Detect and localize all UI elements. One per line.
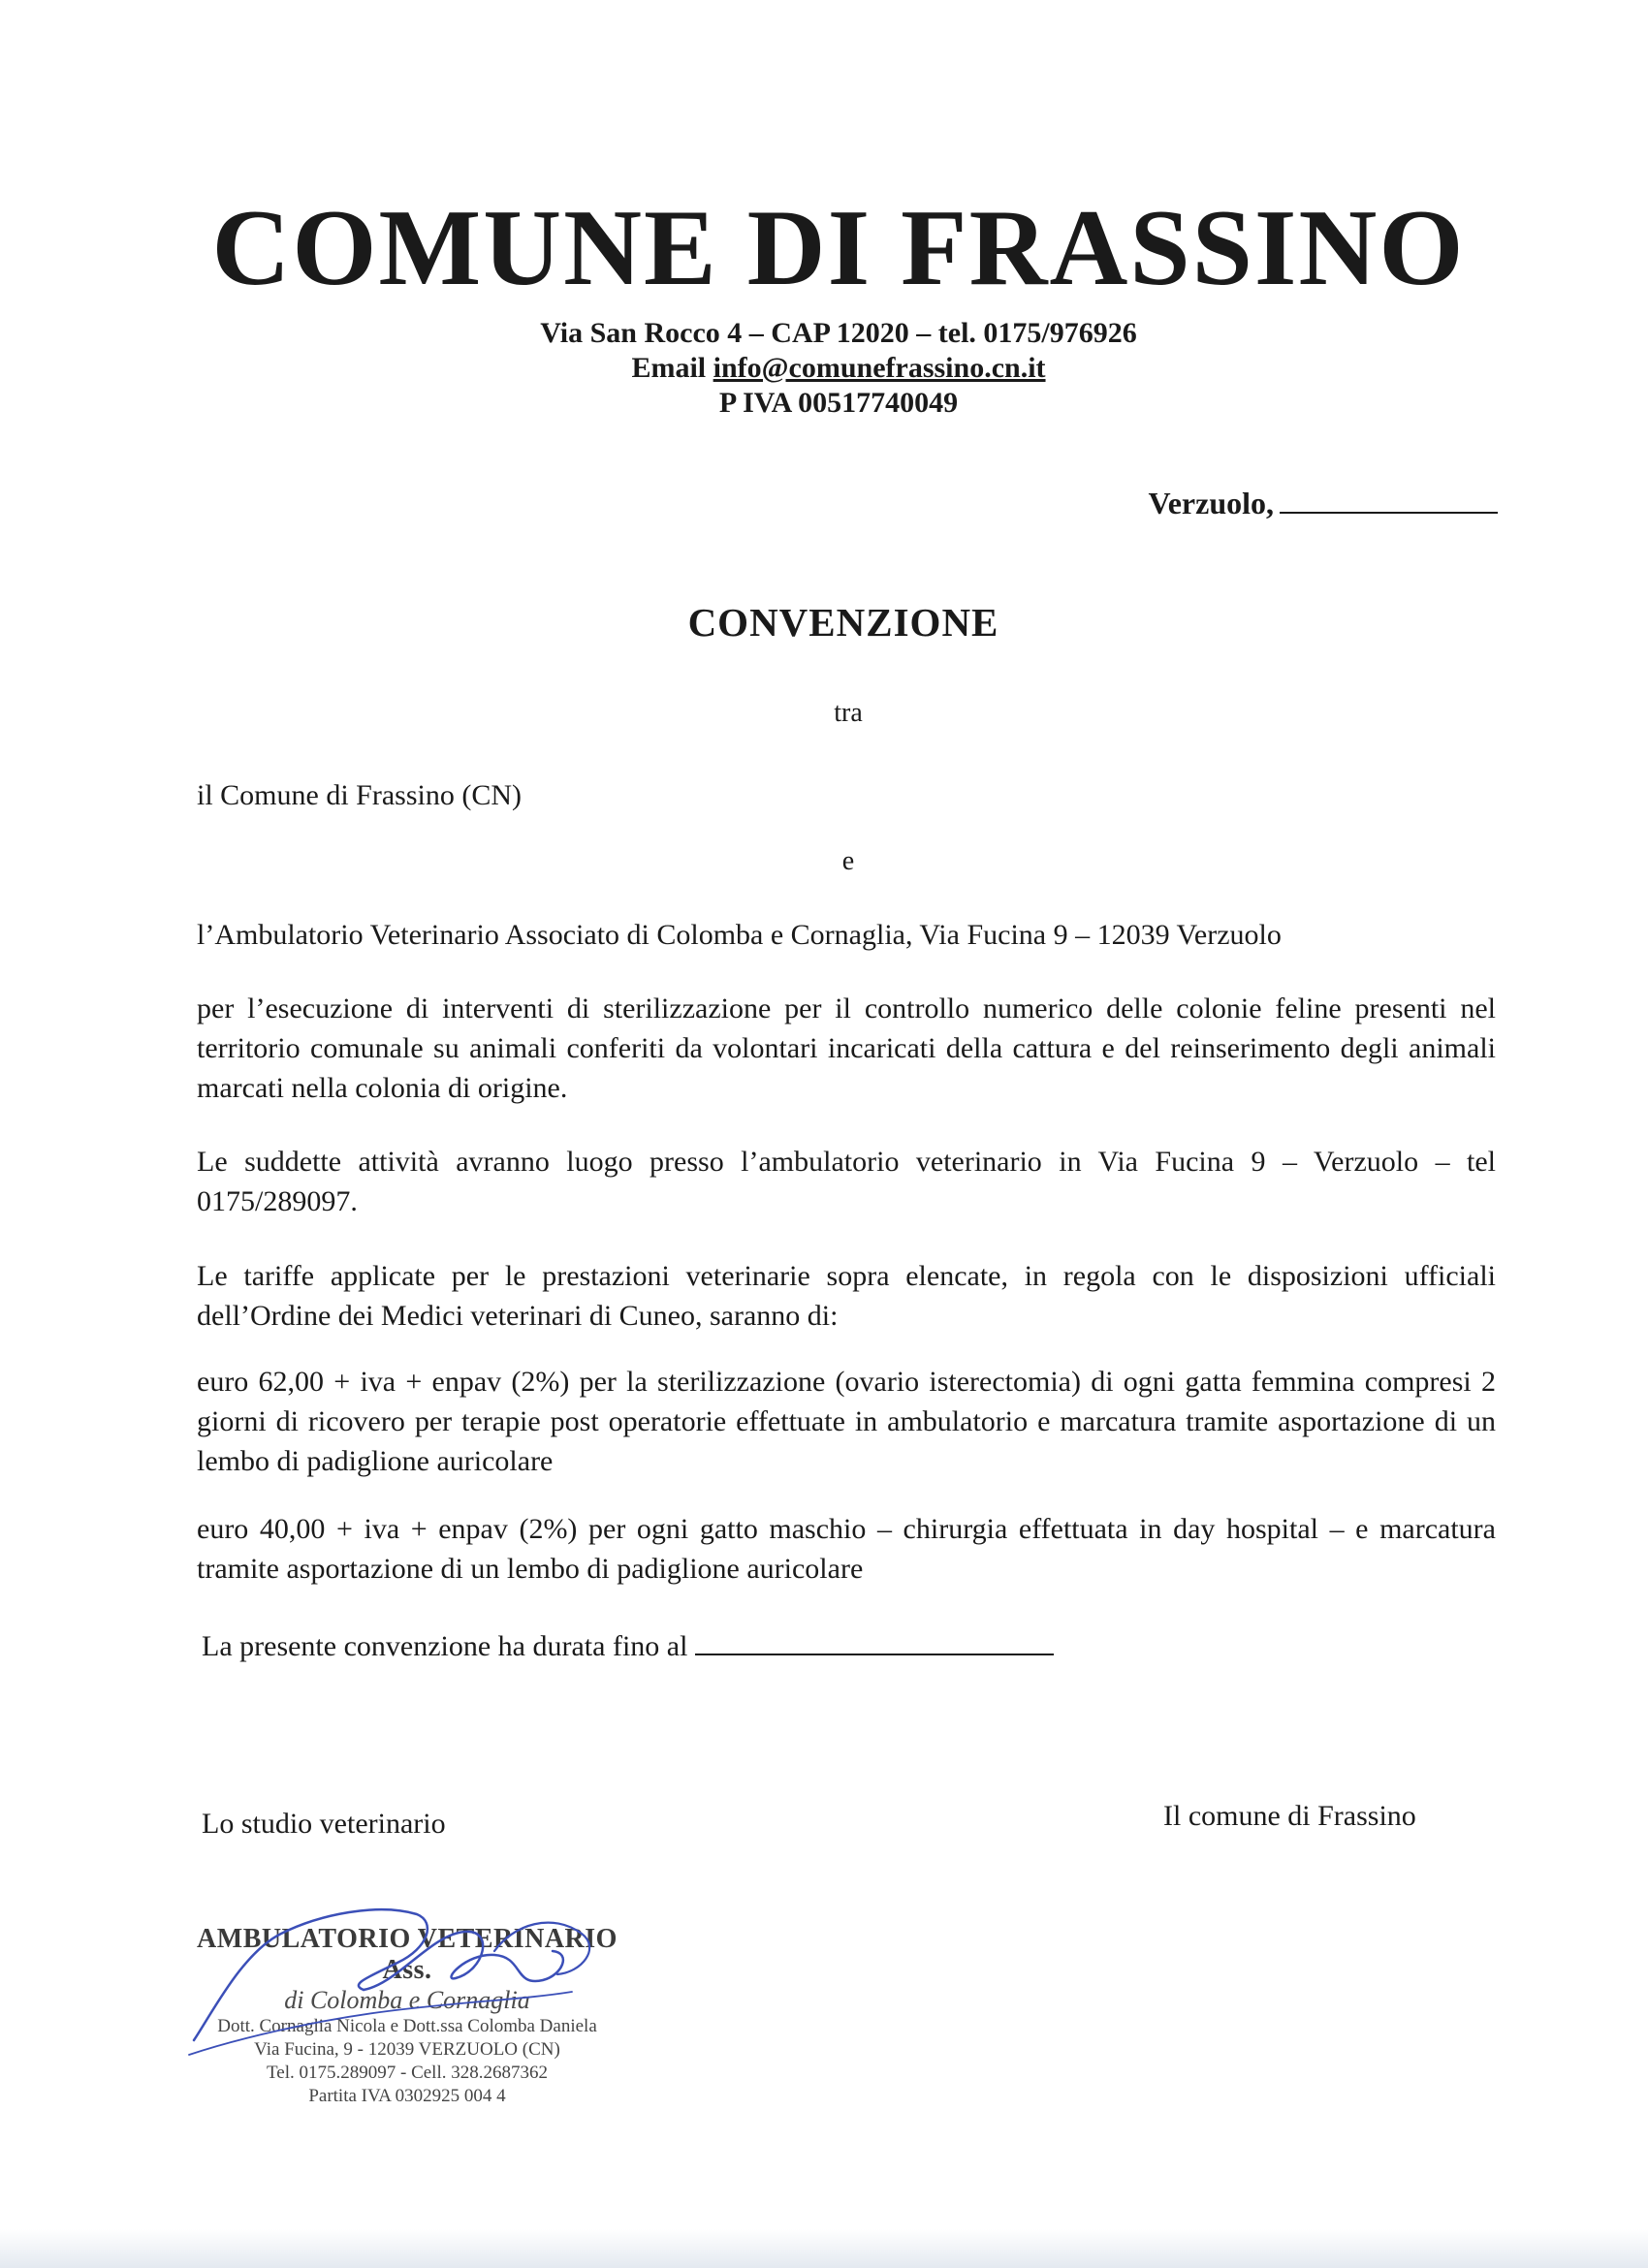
vet-signature-label: Lo studio veterinario (202, 1808, 446, 1840)
vet-clinic-stamp (179, 1924, 635, 2108)
stamp-address: Via Fucina, 9 - 12039 VERZUOLO (CN) (254, 2039, 560, 2060)
stamp-vat: Partita IVA 0302925 004 4 (308, 2086, 506, 2106)
date-blank-field (1280, 485, 1498, 514)
place-label: Verzuolo, (1148, 486, 1274, 520)
between-word: tra (834, 698, 863, 728)
paragraph-tariffs-intro: Le tariffe applicate per le prestazioni veterinarie sopra elencate, in regola con le disposizioni ufficiali dell’Ordine dei Medici veterinari di Cuneo, saranno di: (197, 1260, 1496, 1332)
paragraph-tariff-male: euro 40,00 + iva + enpav (2%) per ogni gatto maschio – chirurgia effettuata in day hospital – e marcatura tramite asportazione di un lembo di padiglione auricolare (197, 1513, 1496, 1585)
paragraph-location: Le suddette attività avranno luogo presso l’ambulatorio veterinario in Via Fucina 9 – Verzuolo – tel 0175/289097. (197, 1146, 1496, 1217)
stamp-doctors: Dott. Cornaglia Nicola e Dott.ssa Colomba Daniela (217, 2016, 597, 2036)
document-title: CONVENZIONE (687, 600, 999, 645)
paragraph-purpose: per l’esecuzione di interventi di sterilizzazione per il controllo numerico delle colonie feline presenti nel territorio comunale su animali conferiti da volontari incaricati della cattura e del reinserimento degli animali marcati nella colonia di origine. (197, 992, 1496, 1104)
letterhead (0, 188, 1648, 421)
stamp-phones: Tel. 0175.289097 - Cell. 328.2687362 (267, 2063, 548, 2083)
municipality-title: COMUNE DI FRASSINO (211, 188, 1466, 308)
party-one: il Comune di Frassino (CN) (197, 779, 522, 811)
place-date-line (1149, 485, 1498, 521)
party-two: l’Ambulatorio Veterinario Associato di Colomba e Cornaglia, Via Fucina 9 – 12039 Verzuolo (197, 919, 1282, 951)
paragraph-tariff-female: euro 62,00 + iva + enpav (2%) per la sterilizzazione (ovario isterectomia) di ogni gatta femmina compresi 2 giorni di ricovero per terapie post operatorie effettuate in ambulatorio e marcatura tramite asportazione di un lembo di padiglione auricolare (197, 1366, 1496, 1477)
municipality-address: Via San Rocco 4 – CAP 12020 – tel. 0175/976926 (540, 317, 1137, 349)
duration-line (202, 1626, 1054, 1663)
email-label: Email (631, 352, 707, 384)
stamp-clinic-owners: di Colomba e Cornaglia (284, 1986, 530, 2014)
and-word: e (841, 846, 855, 876)
stamp-clinic-name: AMBULATORIO VETERINARIO Ass. (197, 1924, 618, 1985)
duration-blank-field (695, 1626, 1054, 1655)
scan-bottom-edge (0, 2229, 1648, 2268)
municipality-vat: P IVA 00517740049 (718, 387, 959, 419)
duration-text: La presente convenzione ha durata fino al (202, 1630, 688, 1662)
municipality-signature-label: Il comune di Frassino (1163, 1800, 1416, 1832)
email-link[interactable]: info@comunefrassino.cn.it (713, 352, 1046, 384)
municipality-email-line (29, 351, 1648, 386)
